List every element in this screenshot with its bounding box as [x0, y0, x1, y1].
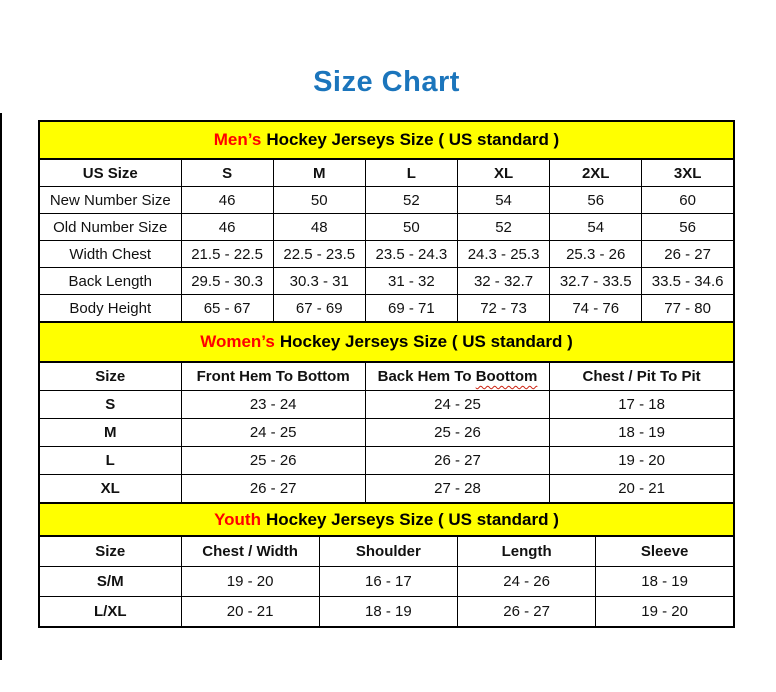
value-cell: 24.3 - 25.3 — [457, 241, 549, 268]
size-table-section-mens — [38, 120, 735, 323]
value-cell: 52 — [365, 187, 457, 214]
value-cell: 22.5 - 23.5 — [273, 241, 365, 268]
misspelled-word: Boottom — [475, 368, 538, 385]
value-cell: 32 - 32.7 — [457, 268, 549, 295]
value-cell: 18 - 19 — [596, 567, 734, 597]
value-cell: 54 — [457, 187, 549, 214]
data-row — [39, 187, 734, 214]
size-table-mens — [38, 158, 735, 323]
value-cell: 25 - 26 — [181, 447, 365, 475]
value-cell: 23 - 24 — [181, 391, 365, 419]
data-row — [39, 475, 734, 504]
data-row — [39, 295, 734, 323]
header-cell: Length — [458, 536, 596, 567]
data-row — [39, 268, 734, 295]
size-tables — [38, 120, 735, 628]
header-cell: S — [181, 159, 273, 187]
row-label-cell: XL — [39, 475, 181, 504]
value-cell: 24 - 25 — [365, 391, 549, 419]
data-row — [39, 567, 734, 597]
header-cell: Front Hem To Bottom — [181, 362, 365, 391]
page-title: Size Chart — [313, 66, 460, 98]
data-row — [39, 214, 734, 241]
value-cell: 24 - 25 — [181, 419, 365, 447]
header-row — [39, 536, 734, 567]
size-table-section-womens — [38, 323, 735, 504]
header-cell: Back Hem To Boottom — [365, 362, 549, 391]
value-cell: 32.7 - 33.5 — [550, 268, 642, 295]
value-cell: 19 - 20 — [596, 597, 734, 628]
header-cell: Chest / Pit To Pit — [550, 362, 734, 391]
row-label-cell: L — [39, 447, 181, 475]
value-cell: 50 — [365, 214, 457, 241]
value-cell: 30.3 - 31 — [273, 268, 365, 295]
value-cell: 67 - 69 — [273, 295, 365, 323]
value-cell: 60 — [642, 187, 734, 214]
header-cell: Sleeve — [596, 536, 734, 567]
table-caption-youth — [38, 504, 735, 535]
data-row — [39, 419, 734, 447]
value-cell: 18 - 19 — [550, 419, 734, 447]
value-cell: 77 - 80 — [642, 295, 734, 323]
value-cell: 56 — [642, 214, 734, 241]
data-row — [39, 391, 734, 419]
header-cell: XL — [457, 159, 549, 187]
header-cell: Size — [39, 362, 181, 391]
row-label-cell: Body Height — [39, 295, 181, 323]
value-cell: 26 - 27 — [365, 447, 549, 475]
value-cell: 20 - 21 — [181, 597, 319, 628]
row-label-cell: M — [39, 419, 181, 447]
value-cell: 29.5 - 30.3 — [181, 268, 273, 295]
header-row — [39, 159, 734, 187]
value-cell: 19 - 20 — [550, 447, 734, 475]
row-label-cell: S — [39, 391, 181, 419]
header-cell: L — [365, 159, 457, 187]
value-cell: 31 - 32 — [365, 268, 457, 295]
caption-text: Hockey Jerseys Size ( US standard ) — [266, 130, 560, 149]
size-table-youth — [38, 535, 735, 628]
value-cell: 72 - 73 — [457, 295, 549, 323]
caption-highlight: Youth — [214, 509, 261, 529]
data-row — [39, 447, 734, 475]
value-cell: 20 - 21 — [550, 475, 734, 504]
value-cell: 16 - 17 — [319, 567, 457, 597]
data-row — [39, 241, 734, 268]
caption-text: Hockey Jerseys Size ( US standard ) — [265, 509, 559, 529]
value-cell: 52 — [457, 214, 549, 241]
data-row — [39, 597, 734, 628]
value-cell: 50 — [273, 187, 365, 214]
header-cell: Size — [39, 536, 181, 567]
value-cell: 25.3 - 26 — [550, 241, 642, 268]
left-edge-line — [0, 113, 2, 660]
size-table-womens — [38, 361, 735, 504]
value-cell: 26 - 27 — [181, 475, 365, 504]
value-cell: 26 - 27 — [642, 241, 734, 268]
value-cell: 23.5 - 24.3 — [365, 241, 457, 268]
row-label-cell: Old Number Size — [39, 214, 181, 241]
header-cell: 2XL — [550, 159, 642, 187]
value-cell: 65 - 67 — [181, 295, 273, 323]
size-table-section-youth — [38, 504, 735, 628]
value-cell: 21.5 - 22.5 — [181, 241, 273, 268]
value-cell: 54 — [550, 214, 642, 241]
caption-highlight: Men’s — [213, 130, 262, 149]
value-cell: 46 — [181, 214, 273, 241]
value-cell: 25 - 26 — [365, 419, 549, 447]
value-cell: 24 - 26 — [458, 567, 596, 597]
value-cell: 33.5 - 34.6 — [642, 268, 734, 295]
value-cell: 17 - 18 — [550, 391, 734, 419]
value-cell: 27 - 28 — [365, 475, 549, 504]
value-cell: 48 — [273, 214, 365, 241]
value-cell: 26 - 27 — [458, 597, 596, 628]
header-row — [39, 362, 734, 391]
table-caption-mens — [38, 120, 735, 158]
value-cell: 18 - 19 — [319, 597, 457, 628]
value-cell: 19 - 20 — [181, 567, 319, 597]
value-cell: 69 - 71 — [365, 295, 457, 323]
header-cell: 3XL — [642, 159, 734, 187]
row-label-cell: L/XL — [39, 597, 181, 628]
row-label-cell: New Number Size — [39, 187, 181, 214]
value-cell: 56 — [550, 187, 642, 214]
header-cell: Shoulder — [319, 536, 457, 567]
caption-highlight: Women’s — [200, 332, 275, 351]
header-cell: US Size — [39, 159, 181, 187]
header-cell: M — [273, 159, 365, 187]
header-cell: Chest / Width — [181, 536, 319, 567]
table-caption-womens — [38, 323, 735, 361]
row-label-cell: Back Length — [39, 268, 181, 295]
value-cell: 46 — [181, 187, 273, 214]
value-cell: 74 - 76 — [550, 295, 642, 323]
caption-text: Hockey Jerseys Size ( US standard ) — [279, 332, 573, 351]
row-label-cell: S/M — [39, 567, 181, 597]
row-label-cell: Width Chest — [39, 241, 181, 268]
